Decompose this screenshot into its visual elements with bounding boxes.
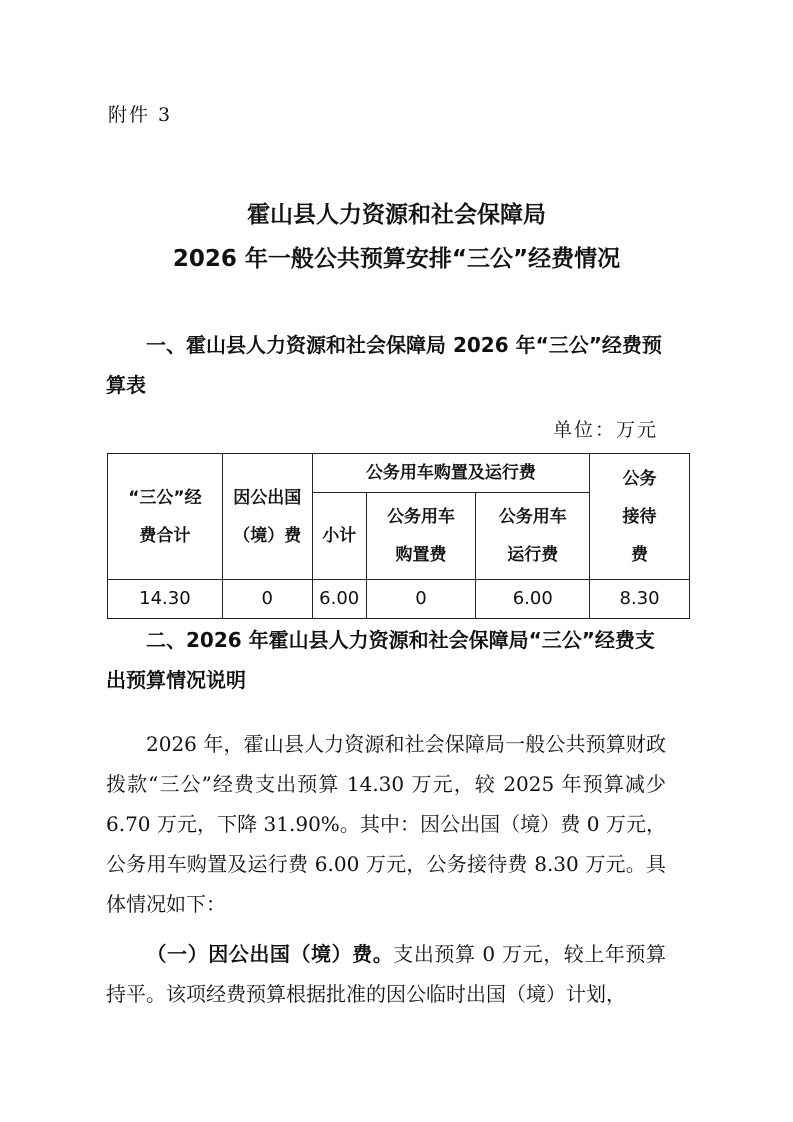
value-vehicle-subtotal: 6.00: [312, 580, 366, 619]
value-vehicle-operation: 6.00: [476, 580, 590, 619]
budget-table: [107, 453, 690, 619]
value-abroad: 0: [222, 580, 312, 619]
table-header-row1: [108, 454, 690, 493]
paragraph-item1: [106, 934, 666, 1014]
value-vehicle-purchase: 0: [366, 580, 476, 619]
document-title-line1: 霍山县人力资源和社会保障局: [247, 202, 546, 228]
paragraph-summary-text: 2026 年，霍山县人力资源和社会保障局一般公共预算财政拨款“三公”经费支出预算 14.30 万元，较 2025 年预算减少 6.70 万元，下降 31.90%。其中：因公出国（境）费 0 万元，公务用车购置及运行费 6.00 万元，公务接待费 8.30 万元。具体情况如下：: [106, 732, 666, 916]
paragraph-summary: [106, 724, 666, 924]
header-vehicle-subtotal: 小计: [312, 493, 366, 580]
unit-label: 单位：万元: [552, 419, 658, 441]
section1-heading: [106, 325, 666, 405]
section2-heading-text: 二、2026 年霍山县人力资源和社会保障局“三公”经费支出预算情况说明: [106, 628, 655, 692]
item1-title: （一）因公出国（境）费。: [146, 942, 394, 966]
document-title-line2: 2026 年一般公共预算安排“三公”经费情况: [172, 246, 621, 272]
section2-heading: [106, 620, 666, 700]
table-row: [108, 580, 690, 619]
value-reception: 8.30: [590, 580, 690, 619]
value-total: 14.30: [108, 580, 223, 619]
header-vehicle-operation: 公务用车运行费: [476, 493, 590, 580]
attachment-label: 附件 3: [108, 104, 173, 126]
header-vehicle-group: 公务用车购置及运行费: [312, 454, 589, 493]
header-abroad: 因公出国（境）费: [222, 454, 312, 580]
section1-heading-text: 一、霍山县人力资源和社会保障局 2026 年“三公”经费预算表: [106, 333, 662, 397]
item1-text: 支出预算 0 万元，较上年预算持平。该项经费预算根据批准的因公临时出国（境）计划，: [106, 942, 666, 1006]
header-reception: 公务接待费: [590, 454, 690, 580]
header-vehicle-purchase: 公务用车购置费: [366, 493, 476, 580]
header-total: “三公”经费合计: [108, 454, 223, 580]
